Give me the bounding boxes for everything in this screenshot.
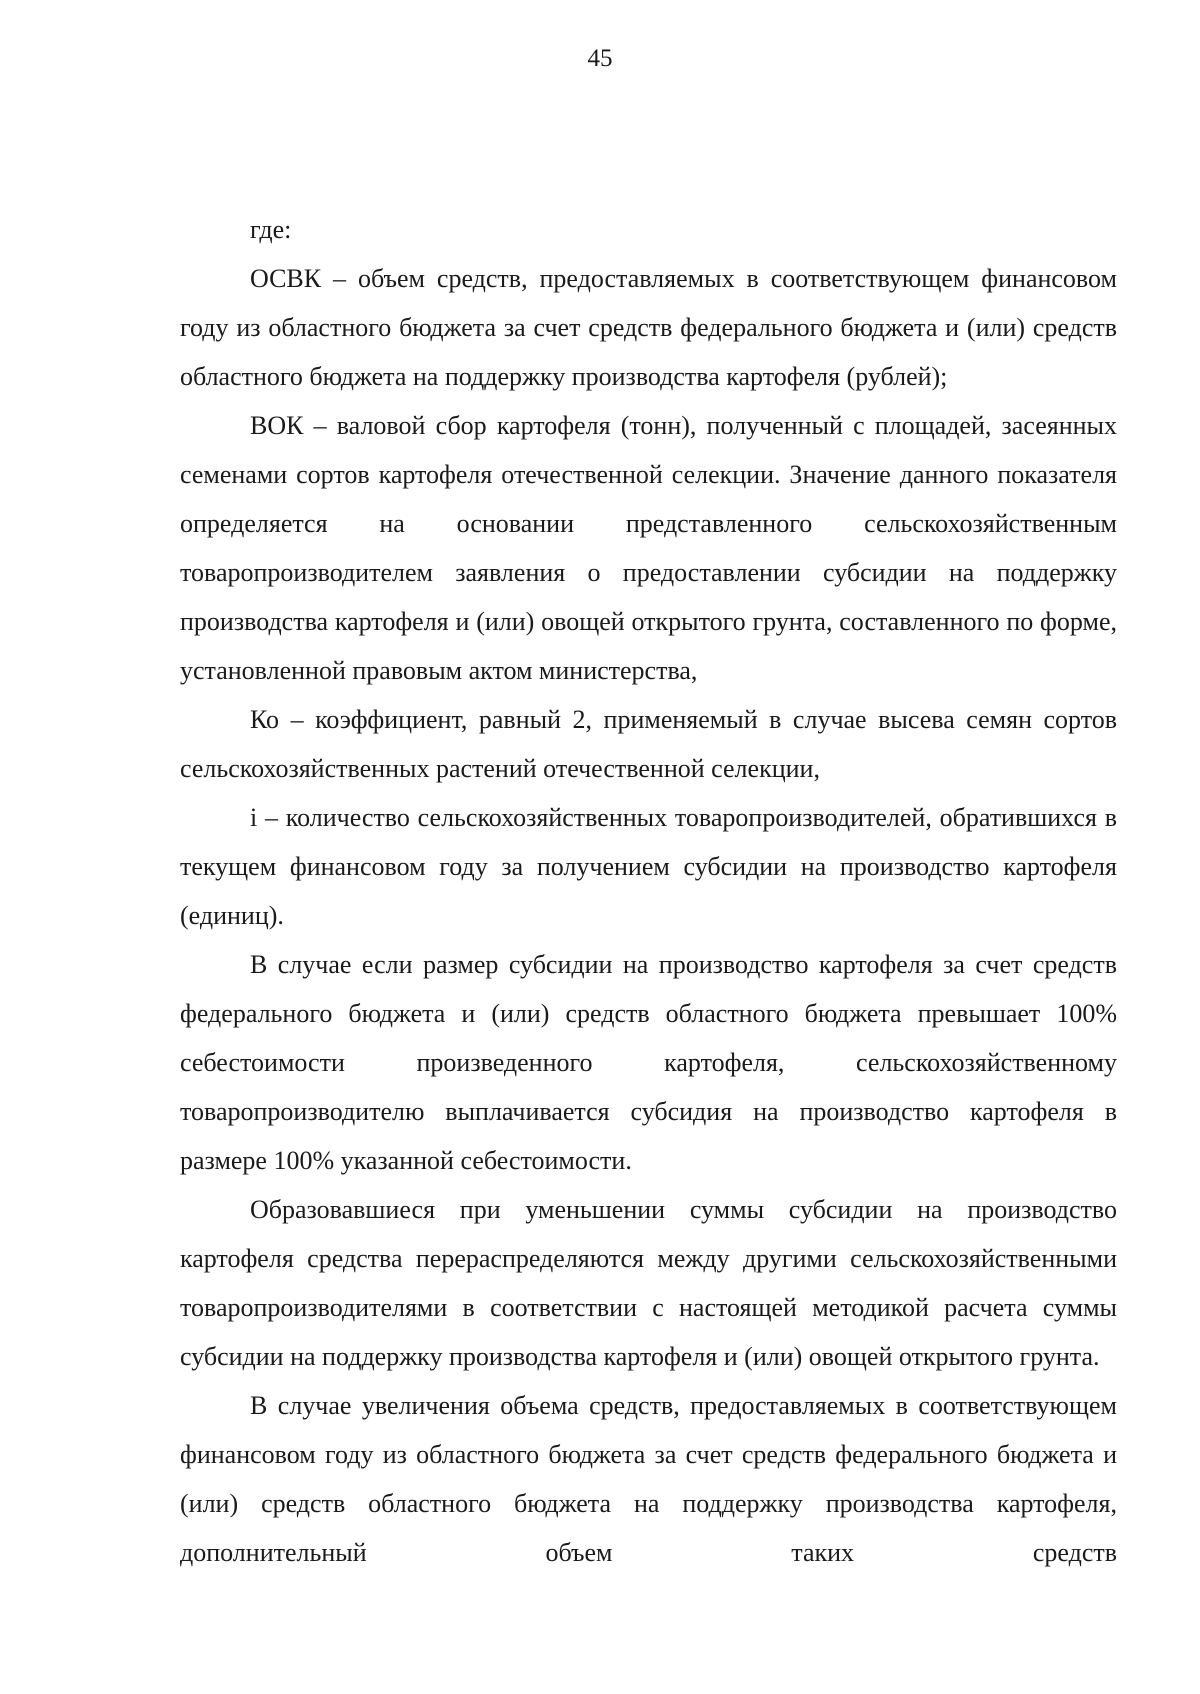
paragraph-redistribution: Образовавшиеся при уменьшении суммы субсидии на производство картофеля средства перераспределяются между другими сельскохозяйственными товаропроизводителями в соответствии с настоящей методикой расчета суммы субсидии на поддержку производства картофеля и (или) овощей открытого грунта.: [180, 1195, 1117, 1371]
paragraph-osvk-definition: ОСВК – объем средств, предоставляемых в соответствующем финансовом году из областного бюджета за счет средств федерального бюджета и (или) средств областного бюджета на поддержку производства картофеля (рублей);: [180, 264, 1117, 391]
paragraph-subsidy-limit: В случае если размер субсидии на производство картофеля за счет средств федерального бюджета и (или) средств областного бюджета превышает 100% себестоимости произведенного картофеля, сельскохозяйственному товаропроизводителю выплачивается субсидия на производство картофеля в размере 100% указанной себестоимости.: [180, 950, 1117, 1175]
paragraph-i-definition: i – количество сельскохозяйственных товаропроизводителей, обратившихся в текущем финансовом году за получением субсидии на производство картофеля (единиц).: [180, 803, 1117, 930]
page-number: 45: [587, 45, 613, 72]
paragraph-additional-funds: В случае увеличения объема средств, предоставляемых в соответствующем финансовом году из областного бюджета за счет средств федерального бюджета и (или) средств областного бюджета на поддержку производства картофеля, дополнительный объем таких средств: [180, 1391, 1117, 1567]
document-body: [180, 205, 1117, 1577]
paragraph-vok-definition: ВОК – валовой сбор картофеля (тонн), полученный с площадей, засеянных семенами сортов картофеля отечественной селекции. Значение данного показателя определяется на основании представленного сельскохозяйственным товаропроизводителем заявления о предоставлении субсидии на поддержку производства картофеля и (или) овощей открытого грунта, составленного по форме, установленной правовым актом министерства,: [180, 411, 1117, 685]
paragraph-ko-definition: Ко – коэффициент, равный 2, применяемый в случае высева семян сортов сельскохозяйственных растений отечественной селекции,: [180, 705, 1117, 783]
paragraph-where: где:: [250, 215, 292, 244]
